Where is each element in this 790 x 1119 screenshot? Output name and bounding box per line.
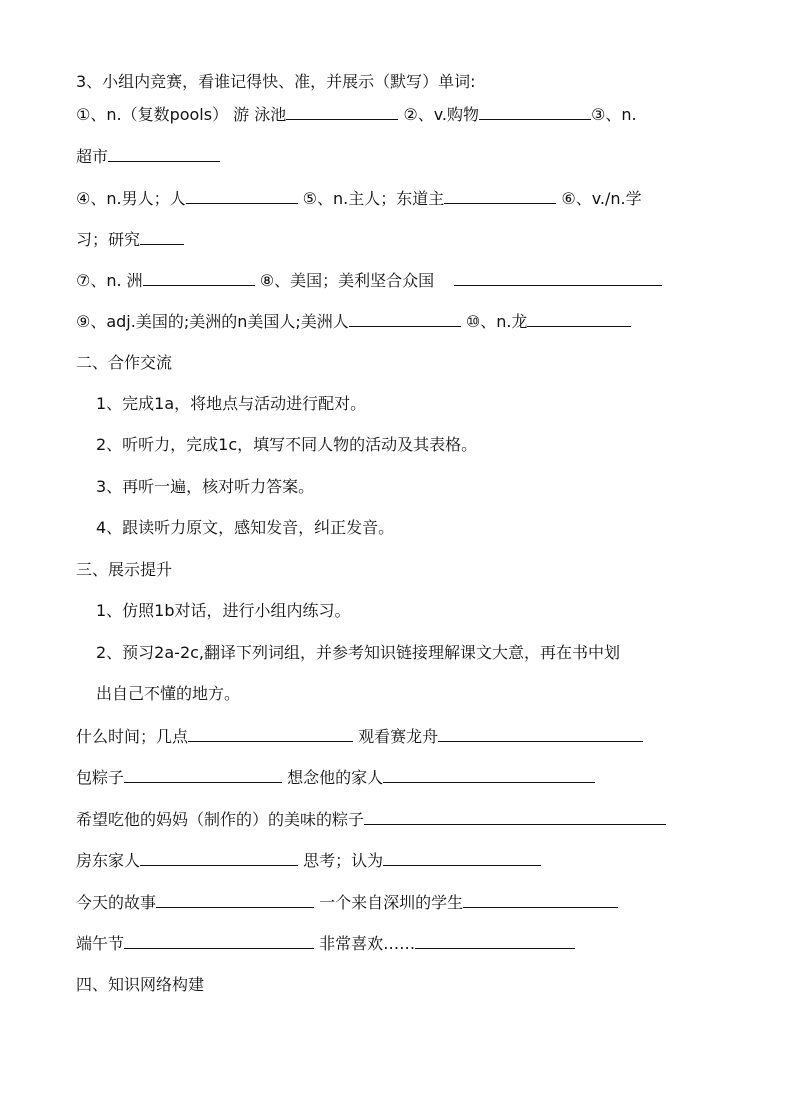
vocab-line-6 [76, 311, 631, 332]
answer-blank[interactable] [454, 270, 662, 286]
vocab-item-2: ②、v.购物 [403, 105, 480, 124]
answer-blank[interactable] [188, 726, 353, 742]
vocab-item-10: ⑩、n.龙 [465, 312, 528, 331]
phrase-row [76, 726, 643, 747]
answer-blank[interactable] [527, 311, 631, 327]
phrase-row [76, 850, 541, 871]
vocab-line-2 [76, 146, 220, 167]
vocab-item-4: ④、n.男人；人 [76, 189, 186, 208]
list-item: 2、预习2a-2c,翻译下列词组，并参考知识链接理解课文大意，再在书中划 [96, 643, 621, 662]
phrase-label: 房东家人 [76, 851, 141, 870]
phrase-label: 包粽子 [76, 768, 125, 787]
answer-blank[interactable] [124, 767, 282, 783]
phrase-row [76, 767, 595, 788]
answer-blank[interactable] [383, 767, 595, 783]
vocab-item-8: ⑧、美国；美利坚合众国 [259, 271, 435, 290]
list-item: 1、完成1a，将地点与活动进行配对。 [96, 394, 367, 413]
answer-blank[interactable] [124, 933, 314, 949]
answer-blank[interactable] [364, 809, 666, 825]
list-item: 2、听听力，完成1c，填写不同人物的活动及其表格。 [96, 435, 478, 454]
section-3-heading: 三、展示提升 [76, 560, 173, 579]
vocab-item-5: ⑤、n.主人；东道主 [302, 189, 445, 208]
answer-blank[interactable] [156, 892, 314, 908]
answer-blank[interactable] [140, 850, 298, 866]
answer-blank[interactable] [143, 270, 255, 286]
section-2-heading: 二、合作交流 [76, 353, 173, 372]
vocab-item-1: ①、n.（复数pools） 游 泳池 [76, 105, 287, 124]
phrase-row [76, 892, 618, 913]
vocab-line-1 [76, 104, 637, 125]
vocab-item-7: ⑦、n. 洲 [76, 271, 143, 290]
answer-blank[interactable] [415, 933, 575, 949]
vocab-line-5 [76, 270, 662, 291]
phrase-label: 思考；认为 [303, 851, 384, 870]
answer-blank[interactable] [444, 188, 556, 204]
answer-blank[interactable] [463, 892, 618, 908]
answer-blank[interactable] [108, 146, 220, 162]
list-item: 3、再听一遍，核对听力答案。 [96, 477, 315, 496]
phrase-label: 一个来自深圳的学生 [319, 893, 464, 912]
vocab-item-3: ③、n. [591, 105, 637, 124]
answer-blank[interactable] [479, 104, 591, 120]
answer-blank[interactable] [140, 229, 184, 245]
vocab-item-6: ⑥、v./n.学 [561, 189, 642, 208]
answer-blank[interactable] [186, 188, 298, 204]
phrase-label: 端午节 [76, 934, 125, 953]
answer-blank[interactable] [383, 850, 541, 866]
vocab-line-3 [76, 188, 642, 209]
phrase-label: 观看赛龙舟 [358, 727, 439, 746]
phrase-label: 希望吃他的妈妈（制作的）的美味的粽子 [76, 810, 365, 829]
answer-blank[interactable] [286, 104, 398, 120]
list-item-cont: 出自己不懂的地方。 [96, 684, 241, 703]
answer-blank[interactable] [438, 726, 643, 742]
vocab-line-4 [76, 229, 184, 250]
phrase-label: 今天的故事 [76, 893, 157, 912]
list-item: 1、仿照1b对话，进行小组内练习。 [96, 601, 351, 620]
vocab-item-3-cont: 超市 [76, 147, 109, 166]
answer-blank[interactable] [349, 311, 461, 327]
phrase-label: 非常喜欢…… [319, 934, 416, 953]
phrase-label: 什么时间；几点 [76, 727, 189, 746]
phrase-row [76, 809, 666, 830]
list-item: 4、跟读听力原文，感知发音，纠正发音。 [96, 518, 395, 537]
vocab-title: 3、小组内竞赛，看谁记得快、准，并展示（默写）单词: [76, 72, 476, 91]
section-4-heading: 四、知识网络构建 [76, 975, 205, 994]
vocab-item-9: ⑨、adj.美国的;美洲的n美国人;美洲人 [76, 312, 349, 331]
phrase-label: 想念他的家人 [287, 768, 384, 787]
phrase-row [76, 933, 575, 954]
vocab-item-6-cont: 习；研究 [76, 230, 141, 249]
